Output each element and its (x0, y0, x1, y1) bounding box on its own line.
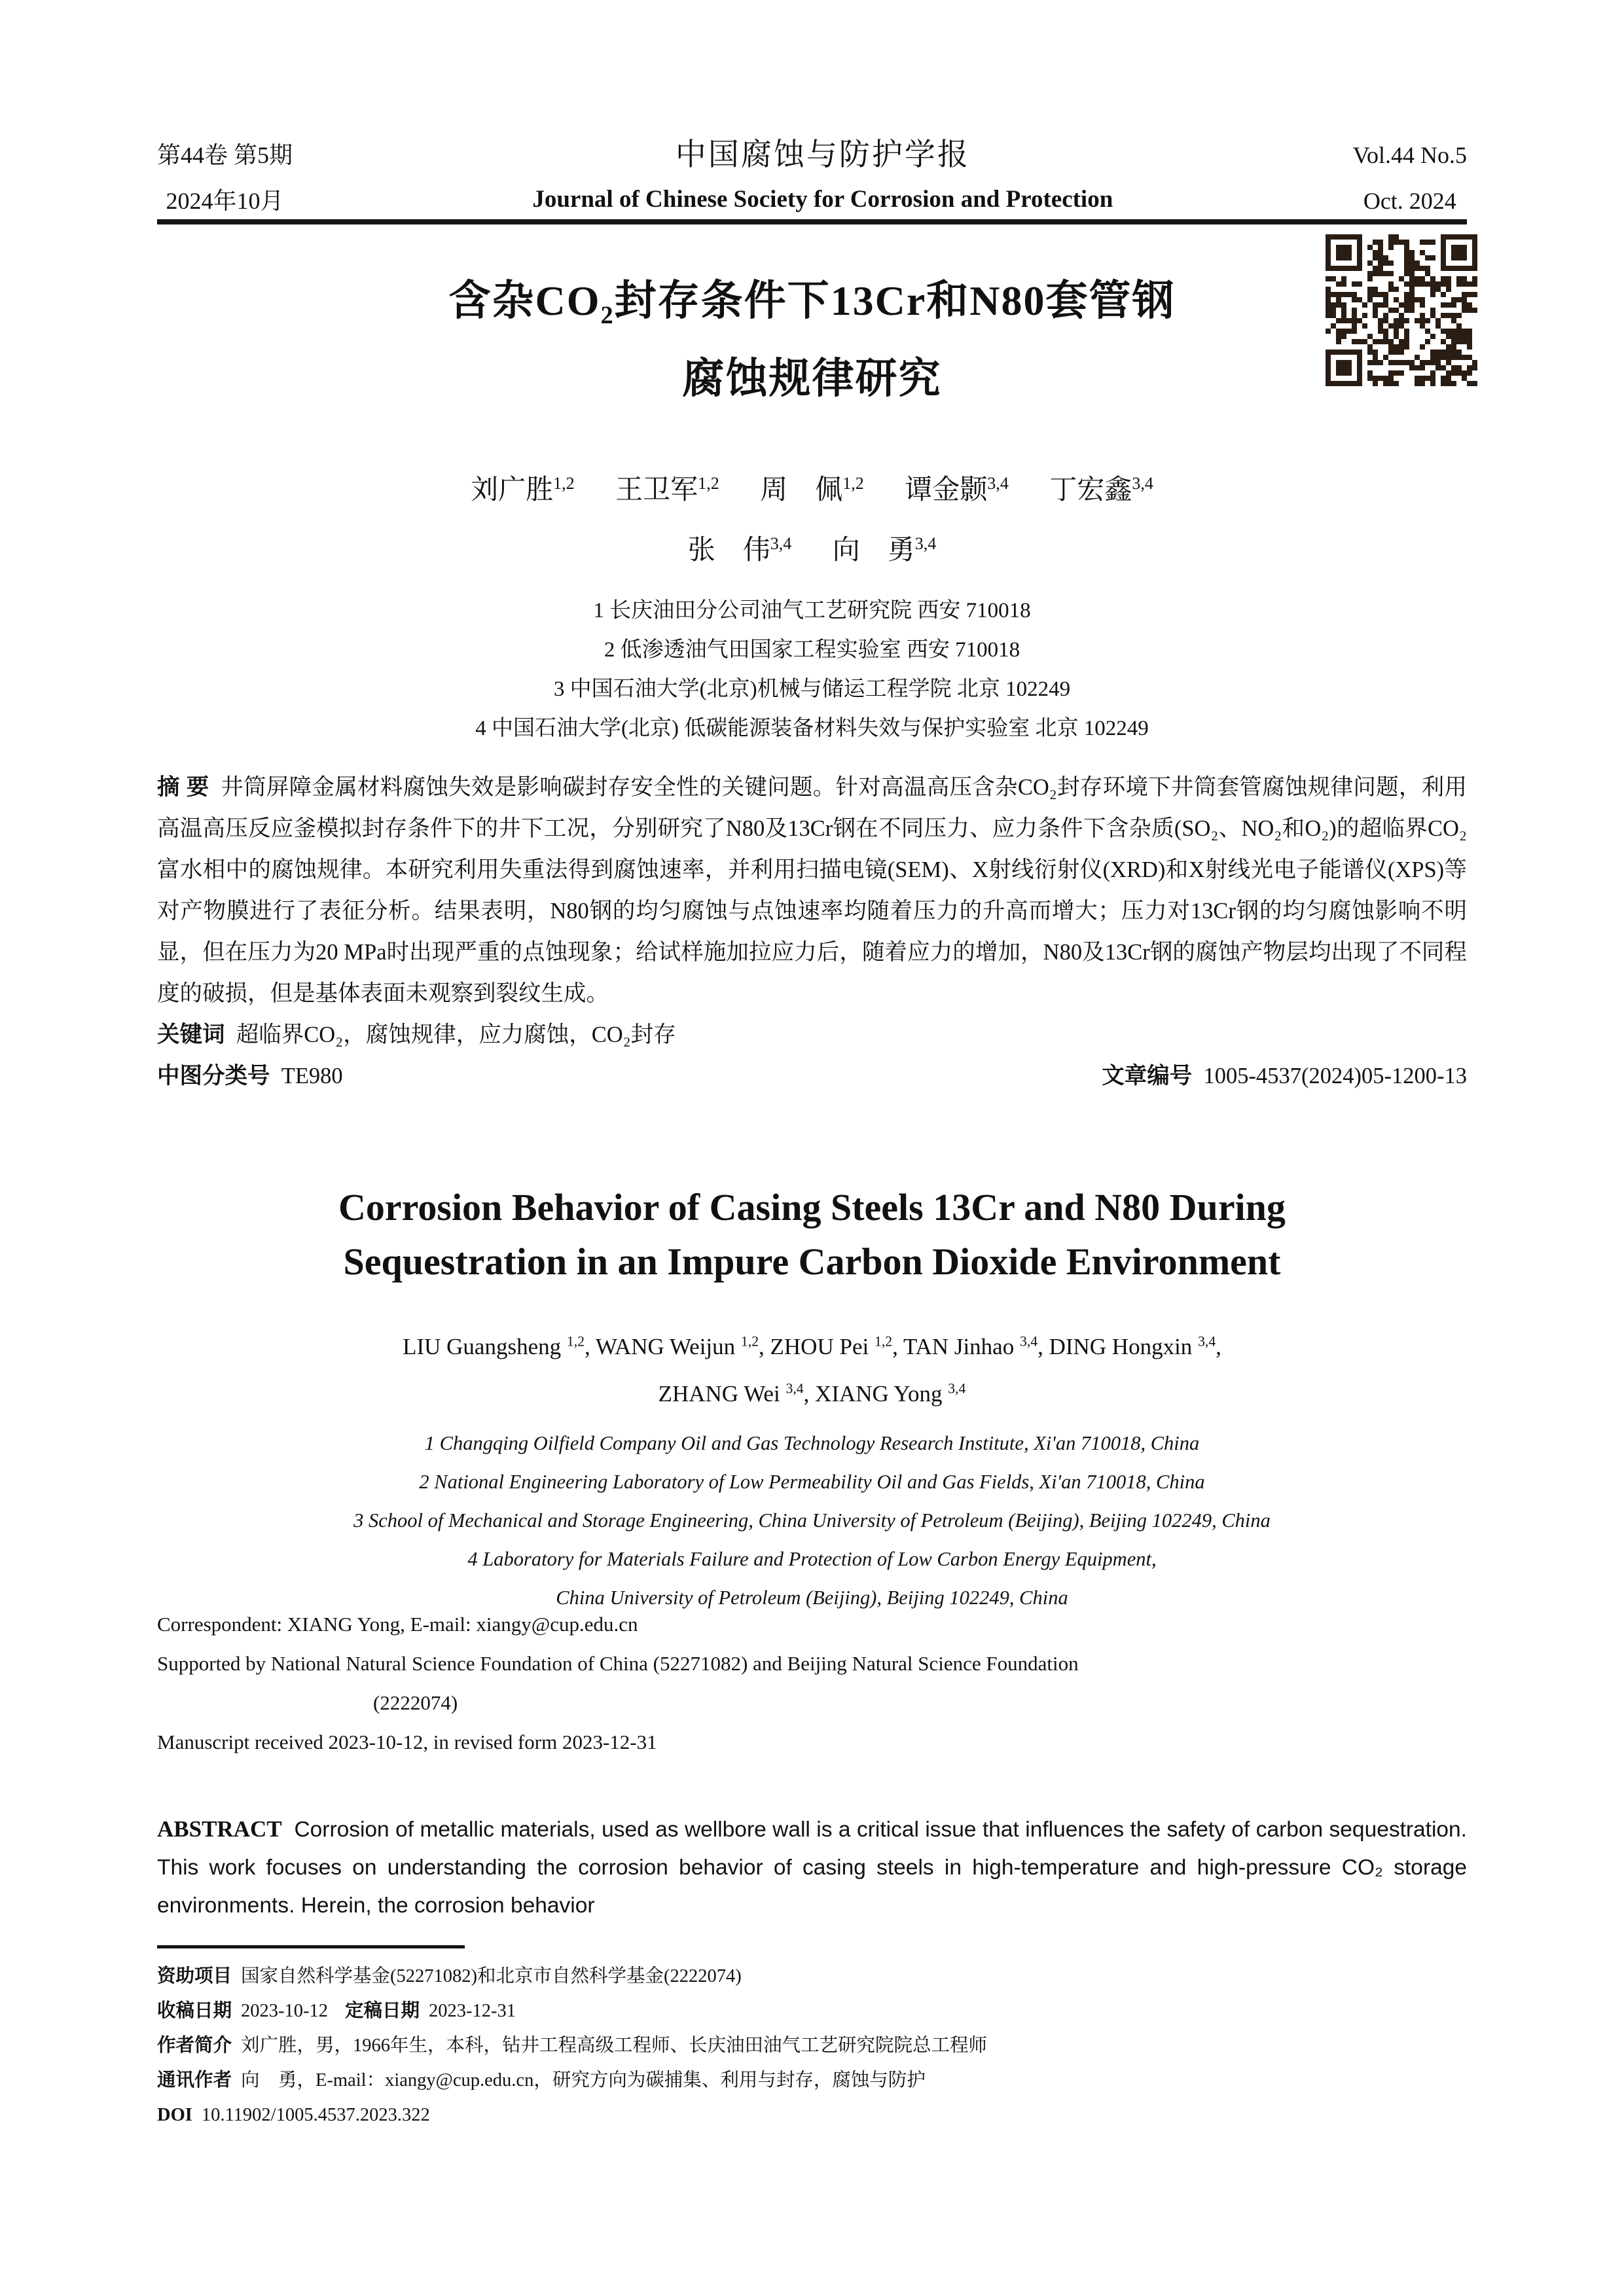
author: WANG Weijun $^{1,2}$, (595, 1333, 770, 1359)
article-title-en (157, 1180, 1467, 1289)
author: 张 伟$^{3,4}$ (687, 534, 792, 565)
article-meta-row (157, 1056, 1467, 1097)
affiliation-en: 1 Changqing Oilfield Company Oil and Gas Technology Research Institute, Xi'an 710018, China (424, 1432, 1200, 1455)
affiliation-en: 4 Laboratory for Materials Failure and Protection of Low Carbon Energy Equipment, (467, 1548, 1157, 1571)
masthead-right (1353, 132, 1467, 224)
corresponding-author-label: 通讯作者 (157, 2070, 232, 2090)
author: 王卫军$^{1,2}$ (615, 474, 719, 505)
issue-date-en: Oct. 2024 (1363, 188, 1456, 214)
abstract-zh-text: 井筒屏障金属材料腐蚀失效是影响碳封存安全性的关键问题。针对高温高压含杂CO₂封存环境下井筒套管腐蚀规律问题，利用高温高压反应釜模拟封存条件下的井下工况，分别研究了N80及13Cr钢在不同压力、应力条件下含杂质(SO₂、NO₂和O₂)的超临界CO₂富水相中的腐蚀规律。本研究利用失重法得到腐蚀速率，并利用扫描电镜(SEM)、X射线衍射仪(XRD)和X射线光电子能谱仪(XPS)等对产物膜进行了表征分析。结果表明，N80钢的均匀腐蚀与点蚀速率均随着压力的升高而增大；压力对13Cr钢的均匀腐蚀影响不明显，但在压力为20 MPa时出现严重的点蚀现象；给试样施加拉应力后，随着应力的增加，N80及13Cr钢的腐蚀产物层均出现了不同程度的破损，但是基体表面未观察到裂纹生成。 (157, 775, 1467, 1006)
author: TAN Jinhao $^{3,4}$, (903, 1333, 1049, 1359)
affiliation-zh: 3 中国石油大学(北京)机械与储运工程学院 北京 102249 (553, 677, 1071, 701)
journal-title-zh: 中国腐蚀与防护学报 (675, 138, 970, 172)
revised-label: 定稿日期 (345, 2000, 420, 2021)
manuscript-dates: Manuscript received 2023-10-12, in revised form 2023-12-31 (157, 1731, 657, 1753)
article-title-en-line2: Sequestration in an Impure Carbon Dioxide Environment (343, 1240, 1281, 1283)
author-affil-sup: 3,4 (1019, 1333, 1038, 1349)
author: 丁宏鑫$^{3,4}$ (1049, 474, 1153, 505)
article-title-zh-line1: 含杂CO₂封存条件下13Cr和N80套管钢 (448, 278, 1176, 324)
english-header-block (157, 1180, 1467, 1617)
abstract-zh-block (157, 767, 1467, 1097)
author: ZHANG Wei $^{3,4}$, (658, 1380, 816, 1407)
affiliations-en (157, 1424, 1467, 1617)
author-affil-sup: 3,4 (1198, 1333, 1216, 1349)
affiliation-en: 3 School of Mechanical and Storage Engineering, China University of Petroleum (Beijing), Beijing 102249, China (353, 1509, 1271, 1532)
supported-line2: (2222074) (373, 1691, 458, 1714)
biography-label: 作者简介 (157, 2035, 232, 2056)
footnote-divider (157, 1945, 465, 1948)
volume-issue-en: Vol.44 No.5 (1352, 142, 1467, 168)
affiliation-zh: 1 长庆油田分公司油气工艺研究院 西安 710018 (593, 599, 1031, 622)
author-affil-sup: 3,4 (914, 534, 937, 553)
author-affil-sup: 3,4 (785, 1380, 804, 1397)
clc-label: 中图分类号 (157, 1064, 270, 1088)
author: 向 勇$^{3,4}$ (832, 534, 937, 565)
author: 刘广胜$^{1,2}$ (471, 474, 575, 505)
biography-line: 作者简介 刘广胜，男，1966年生，本科，钻井工程高级工程师、长庆油田油气工艺研究院院总工程师 (157, 2035, 988, 2056)
author: DING Hongxin $^{3,4}$, (1049, 1333, 1221, 1359)
article-id-label: 文章编号 (1102, 1064, 1193, 1088)
authors-en-line2 (157, 1368, 1467, 1416)
dates-line: 收稿日期 2023-10-12 定稿日期 2023-12-31 (157, 2000, 516, 2021)
author: ZHOU Pei $^{1,2}$, (770, 1333, 903, 1359)
journal-title-en: Journal of Chinese Society for Corrosion and Protection (532, 186, 1113, 213)
author-affil-sup: 1,2 (553, 474, 575, 493)
received-label: 收稿日期 (157, 2000, 232, 2021)
author-affil-sup: 3,4 (770, 534, 792, 553)
affiliation-en: 2 National Engineering Laboratory of Low Permeability Oil and Gas Fields, Xi'an 710018, China (419, 1471, 1205, 1494)
authors-zh-line2 (157, 517, 1467, 577)
article-title-en-line1: Corrosion Behavior of Casing Steels 13Cr and N80 During (338, 1186, 1286, 1229)
volume-issue-zh: 第44卷 第5期 (157, 142, 293, 168)
author: 谭金颢$^{3,4}$ (905, 474, 1009, 505)
correspondence-block (157, 1605, 1467, 1762)
masthead-center (293, 132, 1353, 221)
doi-label: DOI (157, 2105, 192, 2125)
article-id: 文章编号 1005-4537(2024)05-1200-13 (1102, 1064, 1467, 1088)
issue-date-zh: 2024年10月 (166, 188, 284, 214)
clc-number: 中图分类号 TE980 (157, 1064, 343, 1088)
corresponding-author-line: 通讯作者 向 勇，E-mail：xiangy@cup.edu.cn，研究方向为碳捕集、利用与封存，腐蚀与防护 (157, 2070, 926, 2090)
abstract-en-text: Corrosion of metallic materials, used as wellbore wall is a critical issue that influences the safety of carbon sequestration. This work focuses on understanding the corrosion behavior of casing steels in high-temperature and high-pressure CO₂ storage environments. Herein, the corrosion behavior (157, 1817, 1467, 1918)
author-affil-sup: 1,2 (874, 1333, 893, 1349)
affiliation-zh: 2 低渗透油气田国家工程实验室 西安 710018 (604, 638, 1020, 662)
article-title-zh-line2: 腐蚀规律研究 (682, 355, 942, 402)
authors-zh (157, 457, 1467, 577)
masthead-left (157, 132, 293, 224)
affiliations-zh (157, 591, 1467, 748)
fund-line: 资助项目 国家自然科学基金(52271082)和北京市自然科学基金(2222074) (157, 1965, 742, 1986)
supported-line1: Supported by National Natural Science Foundation of China (52271082) and Beijing Natural Science Foundation (157, 1652, 1079, 1675)
author-affil-sup: 1,2 (698, 474, 719, 493)
author-affil-sup: 1,2 (740, 1333, 759, 1349)
journal-masthead (157, 132, 1467, 224)
author-affil-sup: 3,4 (1132, 474, 1153, 493)
keywords-zh (157, 1014, 1467, 1056)
authors-zh-line1 (157, 457, 1467, 517)
abstract-zh-label: 摘 要 (157, 775, 209, 800)
author: 周 佩$^{1,2}$ (760, 474, 864, 505)
keywords-zh-text: 超临界CO₂，腐蚀规律，应力腐蚀，CO₂封存 (236, 1022, 676, 1047)
keywords-zh-label: 关键词 (157, 1022, 225, 1047)
author-affil-sup: 3,4 (987, 474, 1009, 493)
abstract-en (157, 1810, 1467, 1925)
fund-label: 资助项目 (157, 1965, 232, 1986)
correspondent-line: Correspondent: XIANG Yong, E-mail: xiangy@cup.edu.cn (157, 1613, 638, 1636)
author-affil-sup: 1,2 (842, 474, 864, 493)
abstract-zh (157, 767, 1467, 1014)
author: LIU Guangsheng $^{1,2}$, (403, 1333, 596, 1359)
author: XIANG Yong $^{3,4}$ (815, 1380, 966, 1407)
author-affil-sup: 1,2 (566, 1333, 585, 1349)
authors-en (157, 1320, 1467, 1415)
masthead-divider (157, 219, 1467, 224)
doi-line: DOI 10.11902/1005.4537.2023.322 (157, 2105, 430, 2125)
author-affil-sup: 3,4 (948, 1380, 966, 1397)
article-title-zh (157, 262, 1467, 418)
abstract-en-label: ABSTRACT (157, 1816, 282, 1842)
authors-en-line1 (157, 1320, 1467, 1368)
affiliation-zh: 4 中国石油大学(北京) 低碳能源装备材料失效与保护实验室 北京 102249 (475, 717, 1149, 740)
affiliation-en: China University of Petroleum (Beijing), Beijing 102249, China (556, 1587, 1068, 1609)
footnote-block (157, 1945, 1467, 2132)
